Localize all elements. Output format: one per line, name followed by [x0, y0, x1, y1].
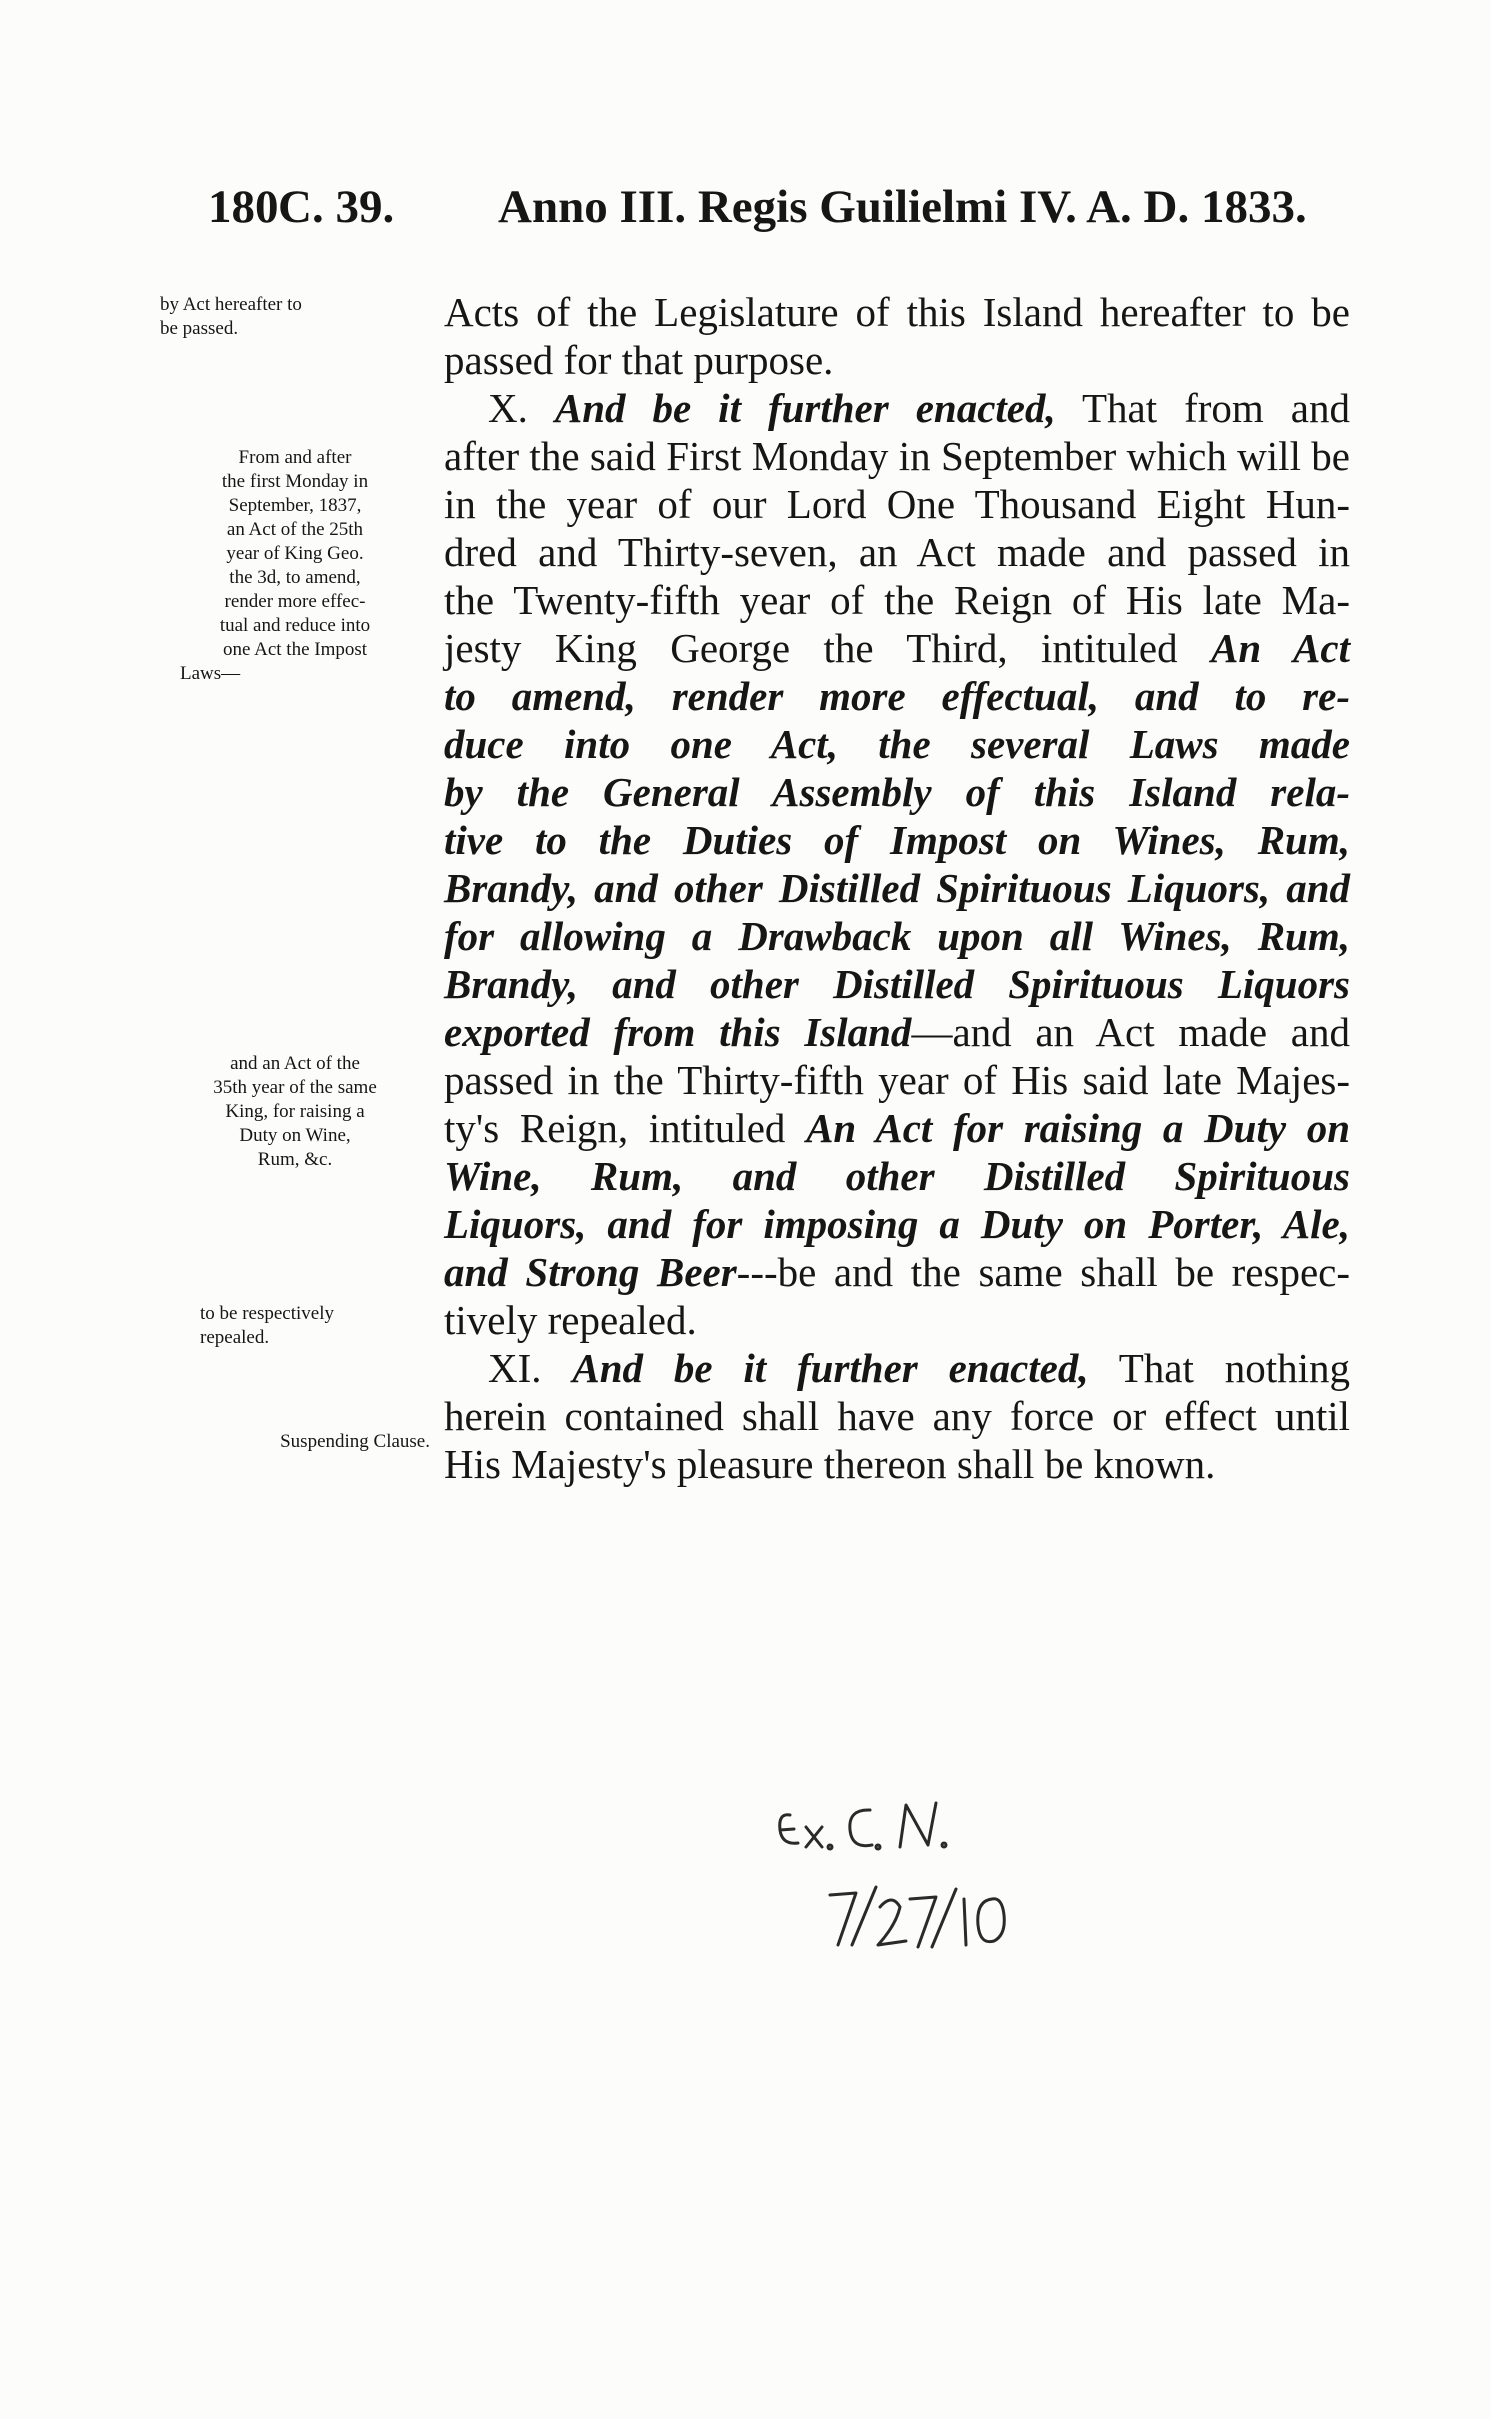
text-line: duce into one Act, the several Laws made	[444, 721, 1350, 767]
section-xi-heading-line: XI. And be it further enacted, That nothing	[488, 1345, 1351, 1391]
text-line: and Strong Beer---be and the same shall be respec-	[444, 1249, 1350, 1295]
text-line: tively repealed.	[444, 1297, 697, 1343]
page-number: 180	[208, 181, 279, 233]
margin-note-repealed: to be respectively repealed.	[200, 1303, 335, 1348]
margin-note-wine-duty: and an Act of the 35th year of the same King, for raising a Duty on Wine, Rum, &c.	[213, 1053, 377, 1170]
margin-note-suspending-clause: Suspending Clause.	[280, 1431, 430, 1452]
text-line: passed for that purpose.	[444, 337, 834, 383]
text-line: dred and Thirty-seven, an Act made and passed in	[444, 529, 1350, 575]
text-line: herein contained shall have any force or effect until	[444, 1393, 1350, 1439]
running-header	[208, 180, 1350, 240]
text-line: for allowing a Drawback upon all Wines, Rum,	[444, 913, 1350, 959]
text-line: ty's Reign, intituled An Act for raising a Duty on	[444, 1105, 1351, 1151]
text-line: tive to the Duties of Impost on Wines, Rum,	[444, 817, 1350, 863]
text-line: Acts of the Legislature of this Island hereafter to be	[444, 289, 1350, 335]
text-line: after the said First Monday in September which will be	[444, 433, 1350, 479]
text-line: to amend, render more effectual, and to re-	[444, 673, 1350, 719]
regnal-year-heading: Anno III. Regis Guilielmi IV. A. D. 1833.	[498, 181, 1307, 233]
text-line: passed in the Thirty-fifth year of His said late Majes-	[444, 1057, 1350, 1103]
text-line: Brandy, and other Distilled Spirituous Liquors	[444, 961, 1350, 1007]
margin-note-hereafter: by Act hereafter to be passed.	[160, 294, 302, 339]
text-line: Wine, Rum, and other Distilled Spirituous	[444, 1153, 1350, 1199]
text-line: jesty King George the Third, intituled An Act	[444, 625, 1350, 671]
text-line: in the year of our Lord One Thousand Eight Hun-	[444, 481, 1350, 527]
text-line: exported from this Island—and an Act made and	[444, 1009, 1350, 1055]
section-x-heading-line: X. And be it further enacted, That from and	[488, 385, 1351, 431]
act-body-text	[444, 288, 1350, 1488]
text-line: His Majesty's pleasure thereon shall be known.	[444, 1441, 1216, 1487]
text-line: by the General Assembly of this Island rela-	[444, 769, 1350, 815]
text-line: the Twenty-fifth year of the Reign of His late Ma-	[444, 577, 1350, 623]
text-line: Brandy, and other Distilled Spirituous Liquors, and	[444, 865, 1350, 911]
text-line: Liquors, and for imposing a Duty on Porter, Ale,	[444, 1201, 1350, 1247]
handwritten-annotation	[760, 1775, 1100, 1995]
margin-note-impost-laws: From and after the first Monday in September, 1837, an Act of the 25th year of King Geo. the 3d, to amend, render more effec- tual and reduce into one Act the Impost Laws—	[180, 447, 371, 684]
chapter-number: C. 39.	[278, 181, 395, 233]
